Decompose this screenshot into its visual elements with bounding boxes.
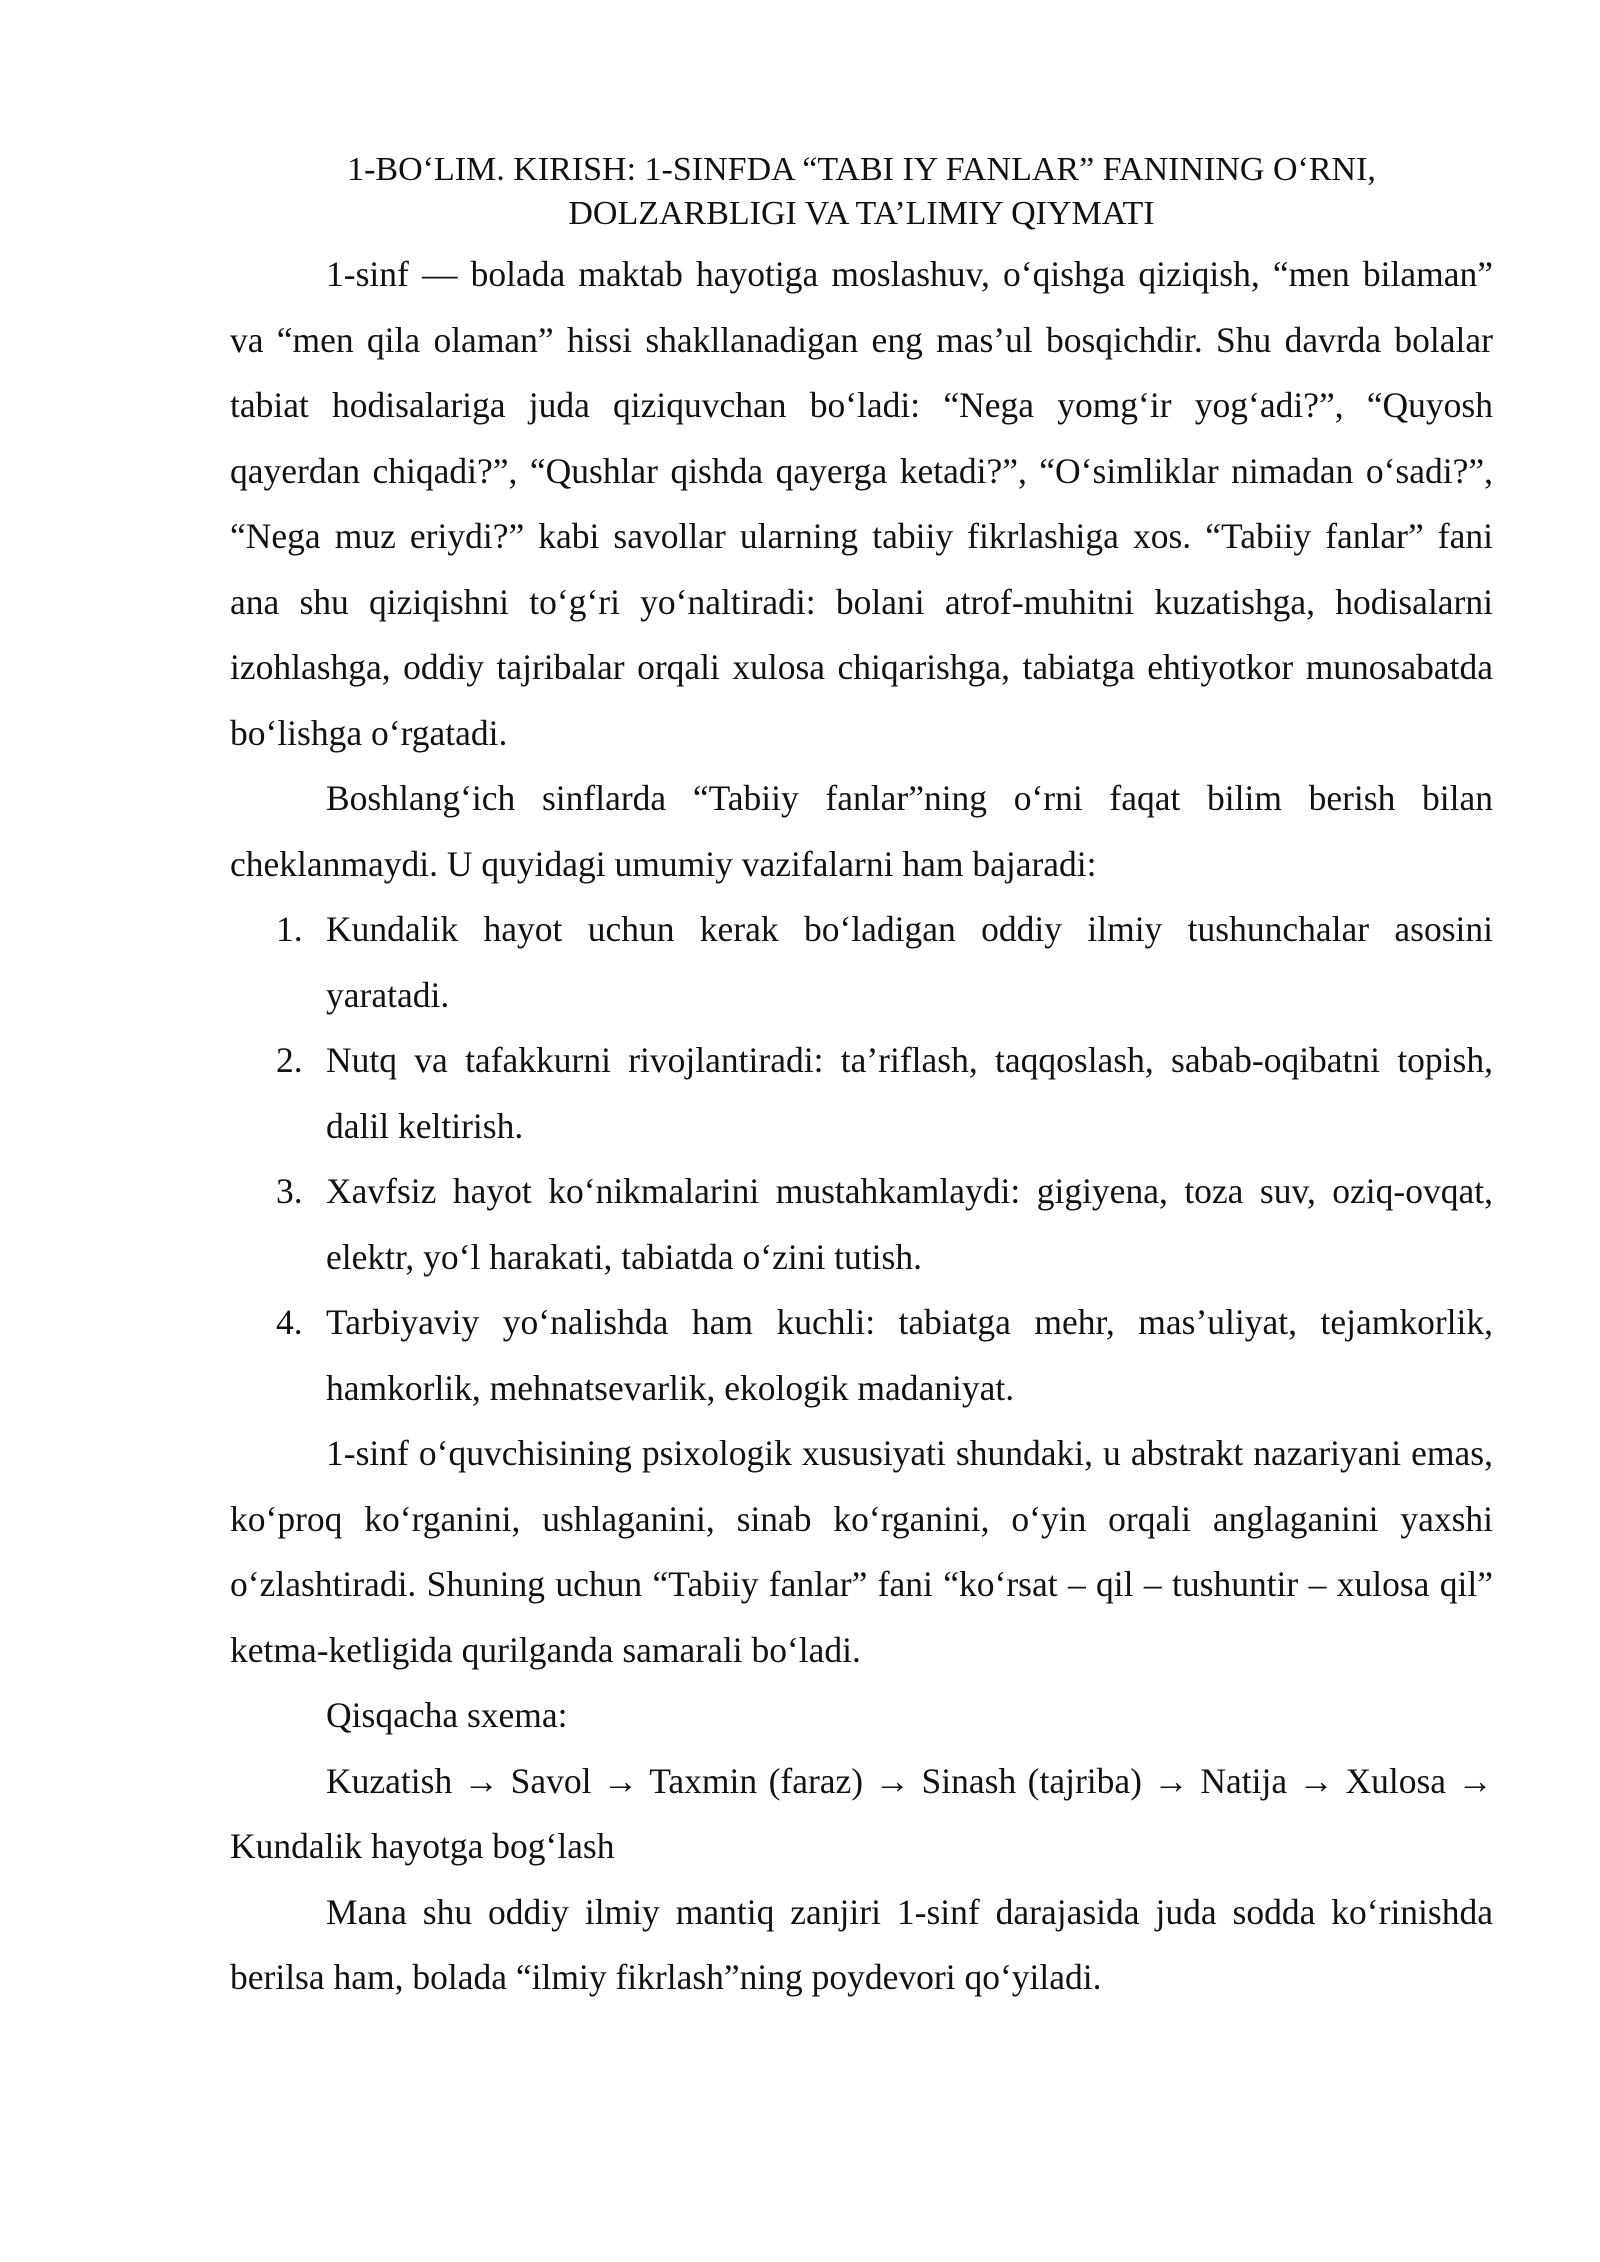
paragraph-scheme: Kuzatish → Savol → Taxmin (faraz) → Sinash (tajriba) → Natija → Xulosa → Kundalik hayotga bog‘lash bbox=[230, 1760, 1493, 1866]
section-title bbox=[230, 148, 1493, 236]
paragraph-psychology: 1-sinf o‘quvchisining psixologik xususiyati shundaki, u abstrakt nazariyani emas, ko‘proq ko‘rganini, ushlaganini, sinab ko‘rganini, o‘yin orqali anglaganini yaxshi o‘zlashtiradi. Shuning uchun “Tabiiy fanlar” fani “ko‘rsat – qil – tushuntir – xulosa qil” ketma-ketligida qurilganda samarali bo‘ladi. bbox=[230, 1433, 1493, 1670]
list-item bbox=[276, 1159, 1493, 1290]
section-title-line-1: 1-BO‘LIM. KIRISH: 1-SINFDA “TABI IY FANLAR” FANINING O‘RNI, bbox=[347, 151, 1376, 188]
list-item-number: 1. bbox=[276, 909, 303, 949]
list-item-text: Kundalik hayot uchun kerak bo‘ladigan oddiy ilmiy tushunchalar asosini yaratadi. bbox=[326, 909, 1493, 1015]
paragraph-scheme-label: Qisqacha sxema: bbox=[326, 1695, 568, 1735]
list-item bbox=[276, 897, 1493, 1028]
paragraph-intro: 1-sinf — bolada maktab hayotiga moslashuv, o‘qishga qiziqish, “men bilaman” va “men qila olaman” hissi shakllanadigan eng mas’ul bosqichdir. Shu davrda bolalar tabiat hodisalariga juda qiziquvchan bo‘ladi: “Nega yomg‘ir yog‘adi?”, “Quyosh qayerdan chiqadi?”, “Qushlar qishda qayerga ketadi?”, “O‘simliklar nimadan o‘sadi?”, “Nega muz eriydi?” kabi savollar ularning tabiiy fikrlashiga xos. “Tabiiy fanlar” fani ana shu qiziqishni to‘g‘ri yo‘naltiradi: bolani atrof-muhitni kuzatishga, hodisalarni izohlashga, oddiy tajribalar orqali xulosa chiqarishga, tabiatga ehtiyotkor munosabatda bo‘lishga o‘rgatadi. bbox=[230, 254, 1493, 753]
tasks-list bbox=[230, 897, 1493, 1421]
document-page bbox=[230, 148, 1493, 2011]
paragraph-conclusion: Mana shu oddiy ilmiy mantiq zanjiri 1-sinf darajasida juda sodda ko‘rinishda berilsa ham, bolada “ilmiy fikrlash”ning poydevori qo‘yiladi. bbox=[230, 1891, 1493, 1997]
list-item-text: Nutq va tafakkurni rivojlantiradi: ta’riflash, taqqoslash, sabab-oqibatni topish, dalil keltirish. bbox=[326, 1040, 1493, 1146]
list-item bbox=[276, 1290, 1493, 1421]
list-item-text: Tarbiyaviy yo‘nalishda ham kuchli: tabiatga mehr, mas’uliyat, tejamkorlik, hamkorlik, mehnatsevarlik, ekologik madaniyat. bbox=[326, 1302, 1493, 1408]
section-title-line-2: DOLZARBLIGI VA TA’LIMIY QIYMATI bbox=[568, 195, 1155, 232]
list-item bbox=[276, 1028, 1493, 1159]
list-item-number: 4. bbox=[276, 1302, 303, 1342]
list-item-text: Xavfsiz hayot ko‘nikmalarini mustahkamlaydi: gigiyena, toza suv, oziq-ovqat, elektr, yo‘l harakati, tabiatda o‘zini tutish. bbox=[326, 1171, 1493, 1277]
paragraph-role: Boshlang‘ich sinflarda “Tabiiy fanlar”ning o‘rni faqat bilim berish bilan cheklanmaydi. U quyidagi umumiy vazifalarni ham bajaradi: bbox=[230, 778, 1493, 884]
list-item-number: 3. bbox=[276, 1171, 303, 1211]
list-item-number: 2. bbox=[276, 1040, 303, 1080]
